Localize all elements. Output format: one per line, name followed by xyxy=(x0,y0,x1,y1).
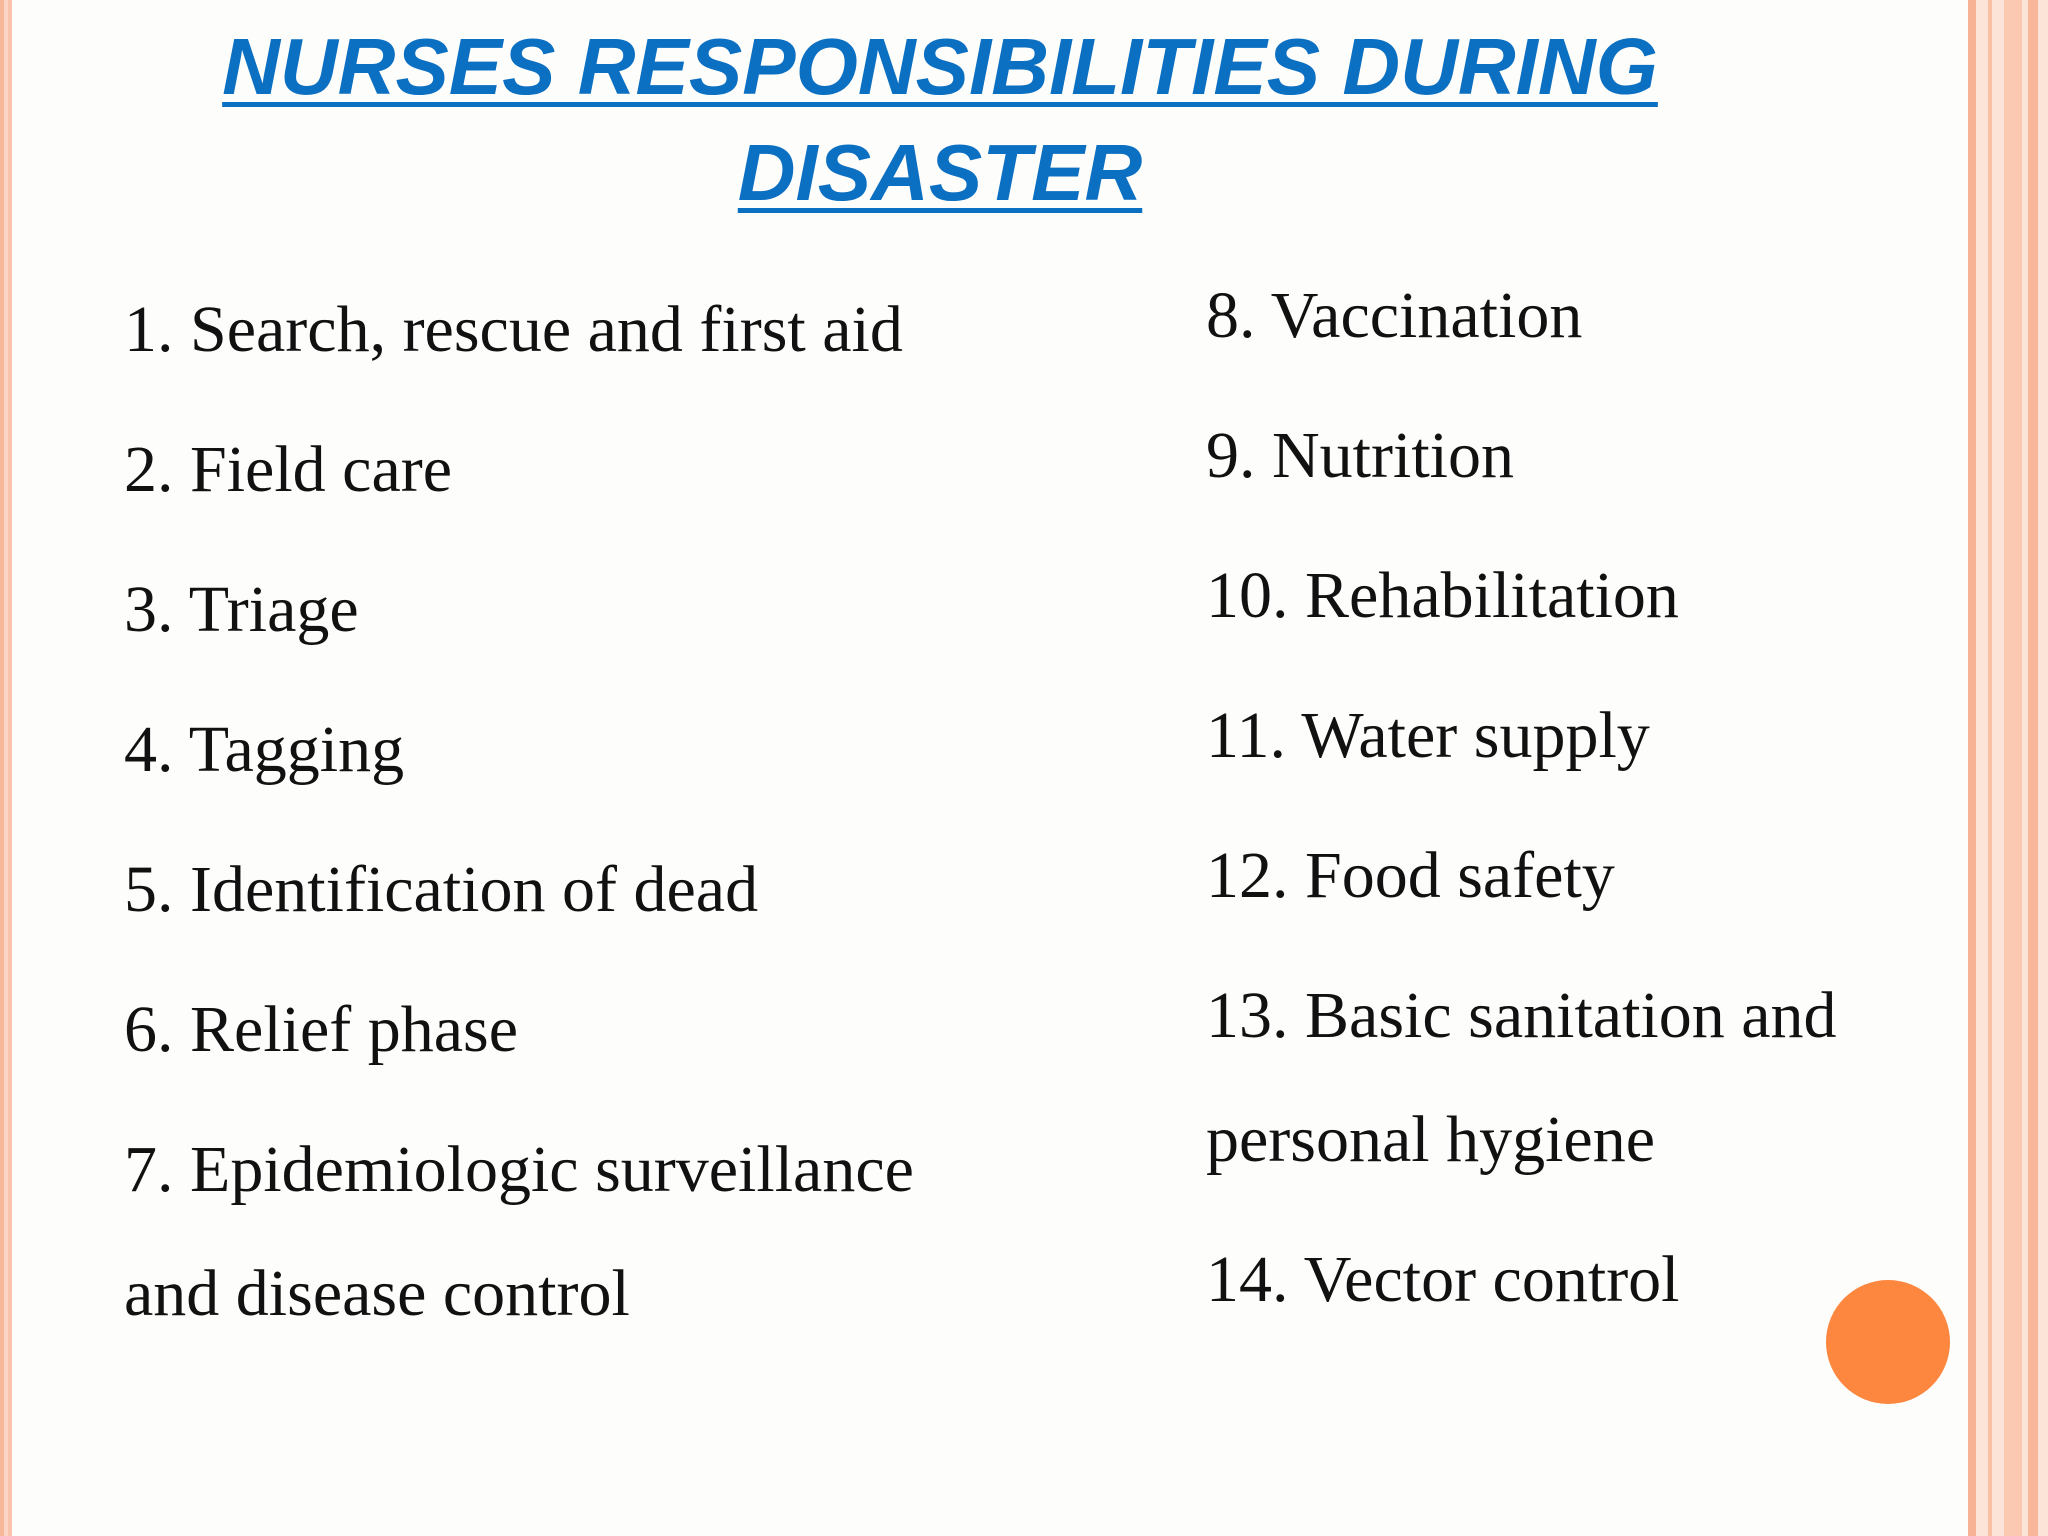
list-item: 2. Field care xyxy=(124,433,453,506)
list-item: 13. Basic sanitation and xyxy=(1206,979,1837,1052)
list-item: 9. Nutrition xyxy=(1206,419,1514,492)
orange-circle-decoration xyxy=(1826,1280,1950,1404)
list-item-continuation: personal hygiene xyxy=(1206,1103,1656,1176)
left-border-decoration xyxy=(0,0,12,1536)
list-item: 5. Identification of dead xyxy=(124,853,759,926)
list-item: 7. Epidemiologic surveillance xyxy=(124,1133,914,1206)
list-item: 11. Water supply xyxy=(1206,699,1650,772)
border-stripe xyxy=(2004,0,2022,1536)
border-stripe xyxy=(2028,0,2038,1536)
list-item: 8. Vaccination xyxy=(1206,279,1583,352)
right-border-decoration xyxy=(1968,0,2048,1536)
list-item: 14. Vector control xyxy=(1206,1243,1680,1316)
list-item: 1. Search, rescue and first aid xyxy=(124,293,903,366)
list-item: 4. Tagging xyxy=(124,713,405,786)
border-stripe xyxy=(1968,0,1976,1536)
list-item: 10. Rehabilitation xyxy=(1206,559,1679,632)
list-item: 6. Relief phase xyxy=(124,993,519,1066)
list-item: 3. Triage xyxy=(124,573,359,646)
list-item: 12. Food safety xyxy=(1206,839,1615,912)
list-item-continuation: and disease control xyxy=(124,1257,630,1330)
border-stripe xyxy=(1988,0,1992,1536)
slide-title: NURSES RESPONSIBILITIES DURING DISASTER xyxy=(222,22,1658,217)
